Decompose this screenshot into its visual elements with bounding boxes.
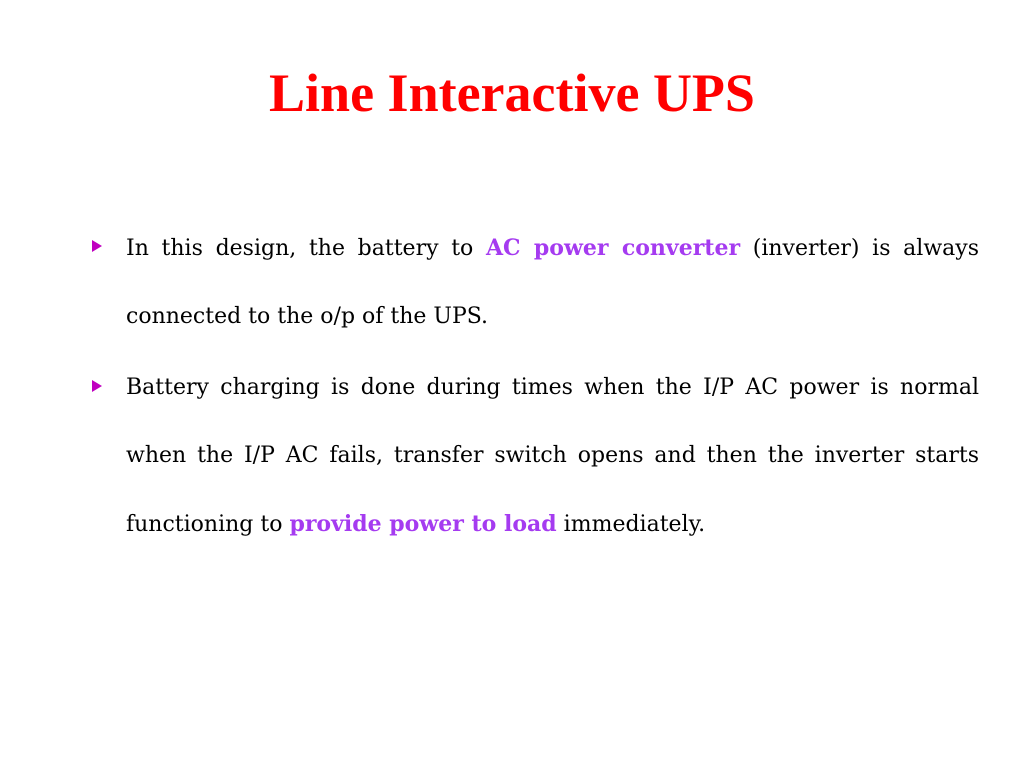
highlighted-term: AC power converter (485, 235, 741, 261)
triangle-bullet-icon (92, 240, 102, 252)
bullet-list (0, 214, 1024, 559)
bullet-text: immediately. (556, 512, 706, 537)
bullet-text: Battery charging is done during times when the I/P AC power is normal when the I/P AC fails, transfer switch opens and then the inverter starts functioning to (126, 375, 979, 537)
highlighted-term: provide power to load (289, 511, 557, 537)
bullet-item (126, 354, 979, 559)
bullet-text: In this design, the battery to (126, 236, 486, 261)
bullet-text: (inverter) is always connected to the o/p of the UPS. (126, 236, 979, 329)
triangle-bullet-icon (92, 380, 102, 392)
bullet-item (126, 214, 979, 351)
slide-title: Line Interactive UPS (269, 63, 755, 123)
